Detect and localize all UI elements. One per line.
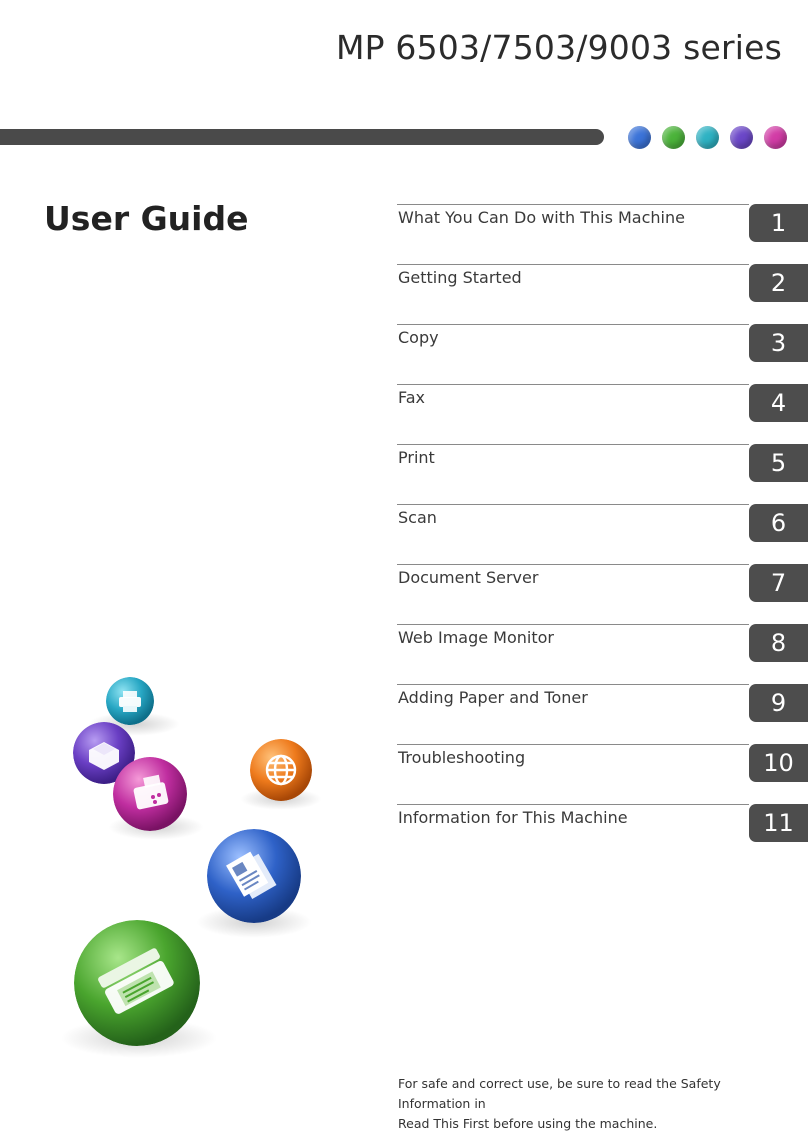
fax-icon (113, 757, 187, 831)
safety-note-line-1: For safe and correct use, be sure to read the Safety Information in (398, 1076, 721, 1111)
table-of-contents (397, 204, 808, 864)
toc-label: Print (398, 448, 435, 467)
safety-note (398, 1074, 794, 1134)
scanner-icon (74, 920, 200, 1046)
toc-item-1[interactable] (397, 204, 808, 264)
toc-label: Web Image Monitor (398, 628, 554, 647)
toc-label: What You Can Do with This Machine (398, 208, 685, 227)
safety-note-line-2: Read This First before using the machine. (398, 1116, 658, 1131)
globe-icon (250, 739, 312, 801)
magenta-dot (764, 126, 787, 149)
copy-icon (207, 829, 301, 923)
toc-item-10[interactable] (397, 744, 808, 804)
toc-label: Document Server (398, 568, 539, 587)
chapter-tab-9[interactable]: 9 (749, 684, 808, 722)
toc-item-7[interactable] (397, 564, 808, 624)
toc-label: Getting Started (398, 268, 522, 287)
accent-dots (628, 126, 787, 149)
blue-dot (628, 126, 651, 149)
toc-label: Troubleshooting (398, 748, 526, 767)
series-title: MP 6503/7503/9003 series (335, 28, 782, 67)
toc-label: Copy (398, 328, 439, 347)
cyan-dot (696, 126, 719, 149)
toc-item-9[interactable] (397, 684, 808, 744)
chapter-tab-2[interactable]: 2 (749, 264, 808, 302)
printer-icon (106, 677, 154, 725)
toc-item-8[interactable] (397, 624, 808, 684)
toc-item-5[interactable] (397, 444, 808, 504)
green-dot (662, 126, 685, 149)
page-title: User Guide (44, 199, 249, 238)
chapter-tab-5[interactable]: 5 (749, 444, 808, 482)
toc-item-3[interactable] (397, 324, 808, 384)
chapter-tab-7[interactable]: 7 (749, 564, 808, 602)
toc-item-2[interactable] (397, 264, 808, 324)
chapter-tab-3[interactable]: 3 (749, 324, 808, 362)
toc-item-11[interactable] (397, 804, 808, 864)
toc-label: Fax (398, 388, 426, 407)
chapter-tab-10[interactable]: 10 (749, 744, 808, 782)
chapter-tab-1[interactable]: 1 (749, 204, 808, 242)
toc-label: Adding Paper and Toner (398, 688, 588, 707)
purple-dot (730, 126, 753, 149)
chapter-tab-11[interactable]: 11 (749, 804, 808, 842)
toc-item-6[interactable] (397, 504, 808, 564)
chapter-tab-6[interactable]: 6 (749, 504, 808, 542)
toc-label: Information for This Machine (398, 808, 628, 827)
header-bar (0, 129, 604, 145)
toc-item-4[interactable] (397, 384, 808, 444)
chapter-tab-8[interactable]: 8 (749, 624, 808, 662)
chapter-tab-4[interactable]: 4 (749, 384, 808, 422)
toc-label: Scan (398, 508, 437, 527)
